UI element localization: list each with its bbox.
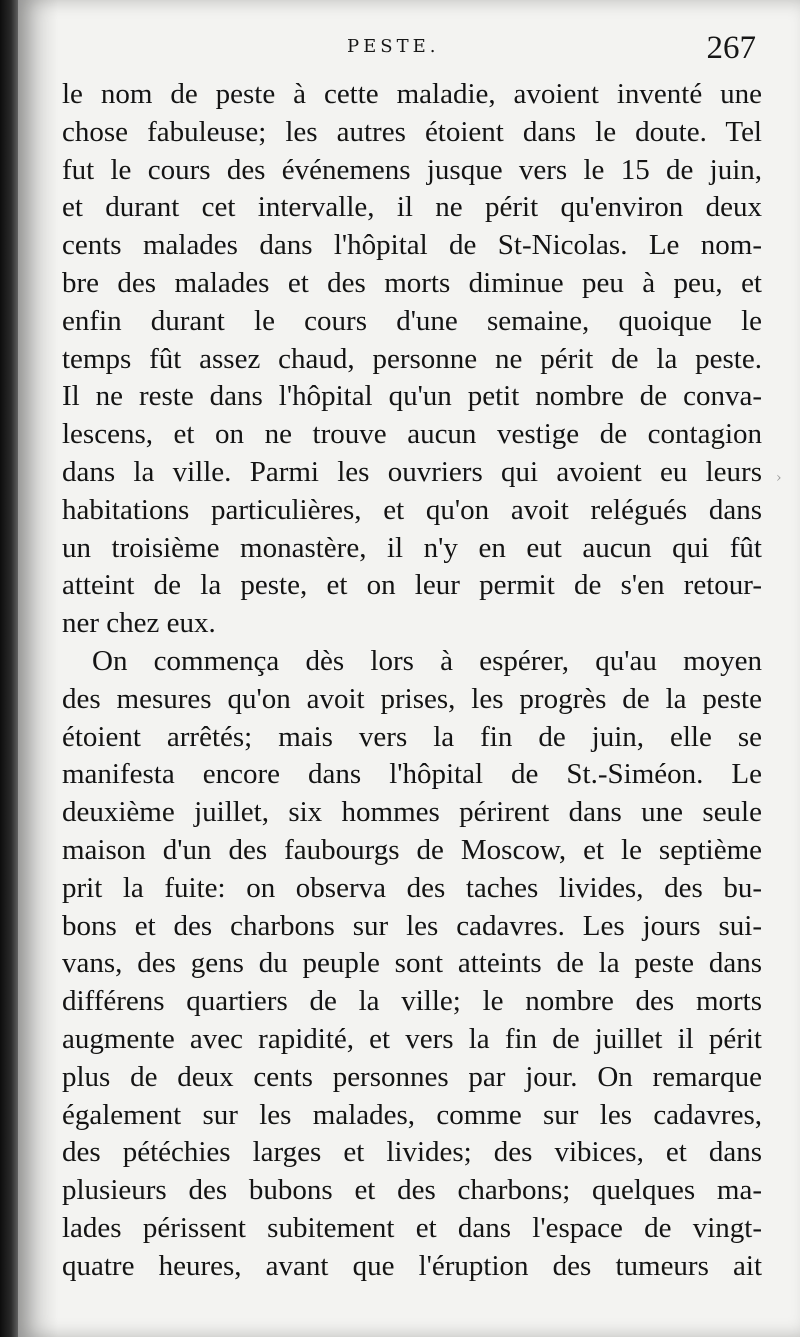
text-line: lescens, et on ne trouve aucun vestige de contagion (62, 418, 762, 451)
text-line: bre des malades et des morts diminue peu à peu, et (62, 266, 762, 299)
text-line: étoient arrêtés; mais vers la fin de juin, elle se (62, 720, 762, 753)
page-gutter-shadow (18, 0, 58, 1337)
text-line: Il ne reste dans l'hôpital qu'un petit nombre de conva- (62, 380, 762, 413)
text-line: un troisième monastère, il n'y en eut aucun qui fût (62, 531, 762, 564)
text-line: atteint de la peste, et on leur permit de s'en retour- (62, 569, 762, 602)
text-line: lades périssent subitement et dans l'espace de vingt- (62, 1211, 762, 1244)
book-spine-shadow (0, 0, 20, 1337)
page-number: 267 (706, 30, 756, 66)
text-line: ner chez eux. (62, 607, 216, 640)
text-line: également sur les malades, comme sur les cadavres, (62, 1098, 762, 1131)
text-line: et durant cet intervalle, il ne périt qu'environ deux (62, 191, 762, 224)
text-line: quatre heures, avant que l'éruption des tumeurs ait (62, 1249, 762, 1282)
text-line: augmente avec rapidité, et vers la fin de juillet il périt (62, 1022, 762, 1055)
text-line: plus de deux cents personnes par jour. On remarque (62, 1060, 762, 1093)
text-line: des pétéchies larges et livides; des vibices, et dans (62, 1136, 762, 1169)
text-line: enfin durant le cours d'une semaine, quoique le (62, 304, 762, 337)
text-line: deuxième juillet, six hommes périrent dans une seule (62, 796, 762, 829)
margin-mark-icon: › (776, 470, 782, 486)
text-line: chose fabuleuse; les autres étoient dans le doute. Tel (62, 115, 762, 148)
running-head (0, 30, 800, 70)
text-line: des mesures qu'on avoit prises, les progrès de la peste (62, 682, 762, 715)
text-line: On commença dès lors à espérer, qu'au moyen (92, 644, 762, 677)
running-title: PESTE. (347, 36, 440, 57)
text-line: plusieurs des bubons et des charbons; quelques ma- (62, 1174, 762, 1207)
text-line: bons et des charbons sur les cadavres. Les jours sui- (62, 909, 762, 942)
text-line: manifesta encore dans l'hôpital de St.-Siméon. Le (62, 758, 762, 791)
text-line: prit la fuite: on observa des taches livides, des bu- (62, 871, 762, 904)
text-line: fut le cours des événemens jusque vers le 15 de juin, (62, 153, 762, 186)
text-line: vans, des gens du peuple sont atteints de la peste dans (62, 947, 762, 980)
text-line: dans la ville. Parmi les ouvriers qui avoient eu leurs (62, 455, 762, 488)
text-line: habitations particulières, et qu'on avoit relégués dans (62, 493, 762, 526)
text-line: maison d'un des faubourgs de Moscow, et le septième (62, 833, 762, 866)
text-line: différens quartiers de la ville; le nombre des morts (62, 985, 762, 1018)
text-line: le nom de peste à cette maladie, avoient inventé une (62, 78, 762, 110)
text-line: cents malades dans l'hôpital de St-Nicolas. Le nom- (62, 229, 762, 262)
text-line: temps fût assez chaud, personne ne périt de la peste. (62, 342, 762, 375)
body-text (62, 76, 762, 1286)
